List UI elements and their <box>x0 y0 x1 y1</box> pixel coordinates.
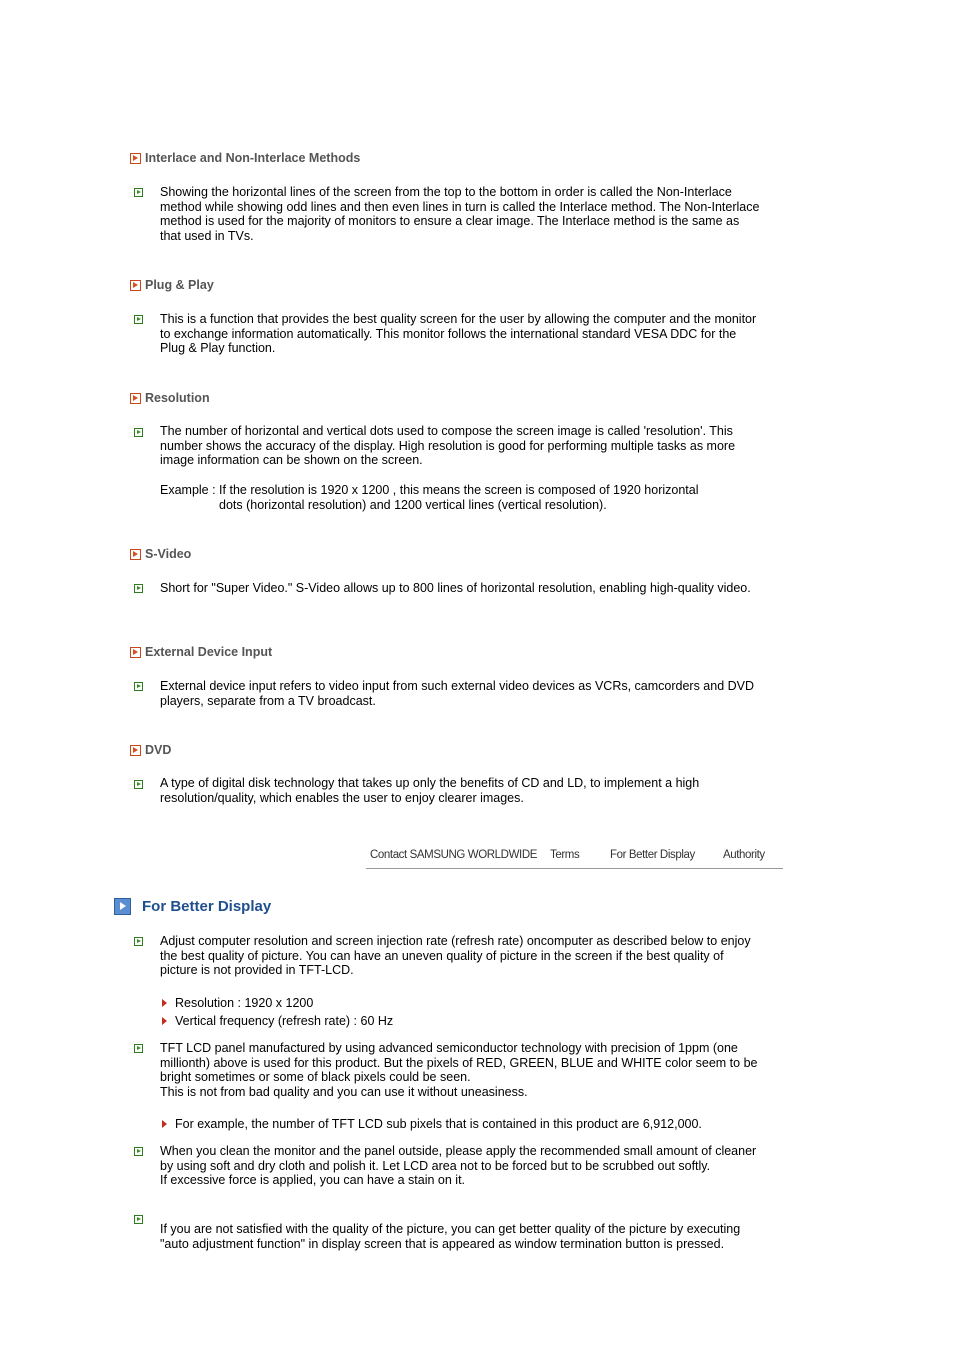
arrow-icon <box>130 280 141 291</box>
better-display-item-3-text: When you clean the monitor and the panel outside, please apply the recommended small amount of cleaner by using soft and dry cloth and polish it. Let LCD area not to be forced but to be scrubbed out softly. <box>160 1144 757 1173</box>
section-text-external-input: External device input refers to video input from such external video devices as VCRs, camcorders and DVD players, separate from a TV broadcast. <box>160 679 755 708</box>
nav-link-terms[interactable]: Terms <box>550 849 580 861</box>
bullet-icon <box>134 1147 143 1156</box>
better-display-item-3 <box>160 1144 760 1188</box>
arrow-icon <box>130 647 141 658</box>
arrow-icon <box>130 745 141 756</box>
section-text-resolution: The number of horizontal and vertical dots used to compose the screen image is called 'resolution'. This number shows the accuracy of the display. High resolution is good for performing multiple tasks as more image information can be shown on the screen. <box>160 424 736 468</box>
bullet-icon <box>134 315 143 324</box>
section-text-interlace: Showing the horizontal lines of the screen from the top to the bottom in order is called the Non-Interlace method while showing odd lines and then even lines in turn is called the Interlace method. The Non-Interlace method is used for the majority of monitors to ensure a clear image. The Interlace method is the same as that used in TVs. <box>160 185 760 244</box>
sub-arrow-icon <box>162 1120 167 1128</box>
nav-link-contact[interactable]: Contact SAMSUNG WORLDWIDE <box>370 849 537 861</box>
bullet-icon <box>134 584 143 593</box>
section-title-plug-play: Plug & Play <box>130 278 214 292</box>
section-title-dvd: DVD <box>130 743 171 757</box>
section-text-plug-play: This is a function that provides the best quality screen for the user by allowing the computer and the monitor to exchange information automatically. This monitor follows the international standard VESA DDC for the Plug & Play function. <box>160 312 757 356</box>
bullet-icon <box>134 937 143 946</box>
better-display-item-1: Adjust computer resolution and screen injection rate (refresh rate) oncomputer as described below to enjoy the best quality of picture. You can have an uneven quality of picture in the screen if the best quality of picture is not provided in TFT-LCD. <box>160 934 751 978</box>
arrow-icon <box>130 153 141 164</box>
bullet-icon <box>134 1215 143 1224</box>
nav-link-better-display[interactable]: For Better Display <box>610 849 695 861</box>
resolution-example-line2: dots (horizontal resolution) and 1200 vertical lines (vertical resolution). <box>219 497 607 512</box>
nav-link-authority[interactable]: Authority <box>723 849 765 861</box>
sub-arrow-icon <box>162 1017 167 1025</box>
section-title-resolution: Resolution <box>130 391 210 405</box>
section-title-interlace: Interlace and Non-Interlace Methods <box>130 151 360 165</box>
arrow-icon <box>130 393 141 404</box>
bullet-icon <box>134 682 143 691</box>
resolution-example-line1: Example : If the resolution is 1920 x 1200 , this means the screen is composed of 1920 horizontal <box>160 483 699 497</box>
bullet-icon <box>134 188 143 197</box>
section-title-external-input: External Device Input <box>130 645 272 659</box>
better-display-item-2 <box>160 1041 760 1100</box>
resolution-example <box>160 483 760 512</box>
subpixel-example: For example, the number of TFT LCD sub pixels that is contained in this product are 6,912,000. <box>175 1117 702 1131</box>
better-display-item-3-note: If excessive force is applied, you can have a stain on it. <box>160 1173 466 1188</box>
section-text-svideo: Short for "Super Video." S-Video allows up to 800 lines of horizontal resolution, enabling high-quality video. <box>160 581 751 595</box>
resolution-spec: Resolution : 1920 x 1200 <box>175 996 314 1010</box>
better-display-title: For Better Display <box>142 898 272 915</box>
sub-arrow-icon <box>162 999 167 1007</box>
bullet-icon <box>134 1044 143 1053</box>
better-display-item-2-note: This is not from bad quality and you can use it without uneasiness. <box>160 1085 528 1100</box>
frequency-spec: Vertical frequency (refresh rate) : 60 Hz <box>175 1014 394 1028</box>
nav-divider <box>366 868 783 869</box>
bullet-icon <box>134 428 143 437</box>
arrow-icon <box>130 549 141 560</box>
section-text-dvd: A type of digital disk technology that takes up only the benefits of CD and LD, to implement a high resolution/quality, which enables the user to enjoy clearer images. <box>160 776 700 805</box>
better-display-item-4: If you are not satisfied with the quality of the picture, you can get better quality of the picture by executing "auto adjustment function" in display screen that is appeared as window termination button is pressed. <box>160 1222 741 1251</box>
bullet-icon <box>134 780 143 789</box>
better-display-item-2-text: TFT LCD panel manufactured by using advanced semiconductor technology with precision of 1ppm (one millionth) above is used for this product. But the pixels of RED, GREEN, BLUE and WHITE color seem to be bright sometimes or some of black pixels could be seen. <box>160 1041 758 1085</box>
play-icon <box>114 898 131 915</box>
section-title-svideo: S-Video <box>130 547 191 561</box>
